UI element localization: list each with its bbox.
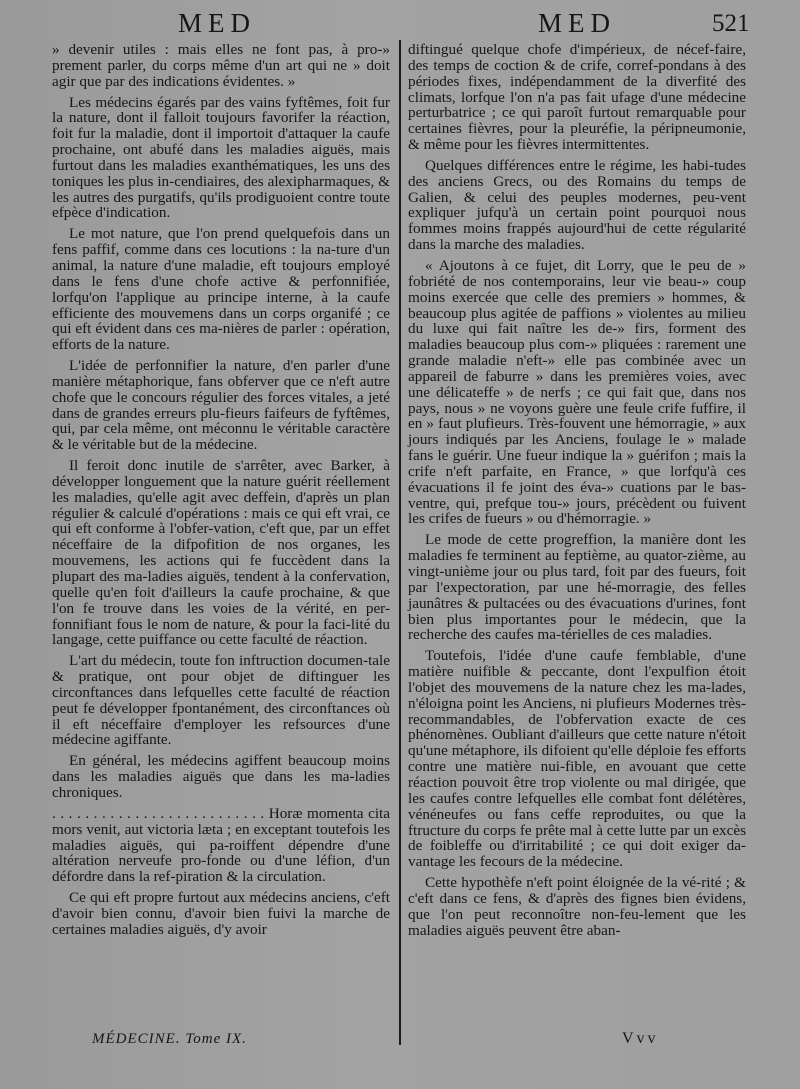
paragraph: L'art du médecin, toute fon inftruction documen-tale & pratique, ont pour objet de diftinguer les circonftances dans lefquelles cette faculté de réaction peut fe développer fpontanément, des circonftances où il eft néceffaire d'employer les refsources d'une médecine agiffante. [52,652,390,749]
running-head [0,6,800,42]
footer-signature: Vvv [622,1030,659,1047]
paragraph: Ce qui eft propre furtout aux médecins anciens, c'eft d'avoir bien connu, d'avoir bien fuivi la marche de certaines maladies aiguës, d'y avoir [52,889,390,938]
quotation-paragraph: « Ajoutons à ce fujet, dit Lorry, que le peu de » fobriété de nos contemporains, leur vie beau-» coup moins exercée que celle des premiers » hommes, & beaucoup plus agitée de paffions » violentes au milieu du luxe qui fait naître les de-» firs, forment des maladies beaucoup plus com-» pliquées : rarement une grande maladie n'eft-» elle pas combinée avec un appareil de faburre » dans les premières voies, avec une délicateffe » de nerfs ; ce qui fait que, dans nos pays, nous » ne voyons guère une feule crife fuffire, il en » faut plufieurs. Très-fouvent une hémorragie, » aux jours indiqués par les Anciens, foulage le » malade fans le guérir. Une fueur indique la » guérifon ; mais la crife n'eft parfaite, en France, » que lorfqu'à ces évacuations il fe joint des éva-» cuations par le bas-ventre, qui, prefque tou-» jours, précèdent ou fuivent les crifes de fueurs » ou d'hémorragie. » [408,256,746,528]
paragraph: Toutefois, l'idée d'une caufe femblable, d'une matière nuifible & peccante, dont l'expulfion étoit l'objet des mouvemens de la nature chez les ma-lades, n'éloigna point les Anciens, ni plufieurs Modernes très-recommandables, de l'obfervation exacte de ces phénomènes. Oubliant d'ailleurs que cette nature n'étoit qu'une métaphore, ils difoient qu'elle déploie fes efforts contre une matière nui-fible, en avouant que cette réaction pouvoit être trop violente ou mal dirigée, que les caufes contre lefquelles elle combat font délétères, vénéneufes ou fans ceffe reproduites, ou que la ftructure du corps fe prête mal à cette lutte par un excès de foibleffe ou d'irritabilité ; ce qui doit exiger da-vantage les fecours de la médecine. [408,647,746,871]
paragraph: Les médecins égarés par des vains fyftêmes, foit fur la nature, dont il falloit toujours favorifer la réaction, foit fur la maladie, dont il importoit d'attaquer la caufe prochaine, ont abufé dans les maladies aiguës, mais furtout dans les maladies exanthématiques, les uns des toniques les plus in-cendiaires, des alexipharmaques, & les autres des purgatifs, qu'ils prodiguoient contre toute efpèce d'indication. [52,93,390,222]
left-column [52,42,390,943]
paragraph: . . . . . . . . . . . . . . . . . . . . . . . . . . Horæ momenta cita mors venit, aut victoria læta ; en exceptant toutefois les maladies aiguës, qui pa-roiffent dépendre d'une altération nerveufe pro-fonde ou d'une léfion, d'un défordre dans la ref-piration & la circulation. [52,804,390,886]
paragraph: Il feroit donc inutile de s'arrêter, avec Barker, à développer longuement que la nature guérit réellement les maladies, qu'elle agit avec deffein, d'après un plan régulier & calculé d'opérations : mais ce qui eft vrai, ce qui eft conforme à l'obfer-vation, c'eft que, par un effet néceffaire de la difpofition de nos organes, les mouvemens, les actions qui fe fuccèdent dans la plupart des ma-ladies aiguës, tendent à la confervation, quelle qu'en foit d'ailleurs la caufe prochaine, & que l'on fe trouve dans les voies de la vérité, en per-fonnifiant fous le nom de nature, & pour la faci-lité du langage, cette puiffance ou cette faculté de réaction. [52,457,390,649]
paragraph: L'idée de perfonnifier la nature, d'en parler d'une manière métaphorique, fans obferver que ce n'eft autre chofe que le concours régulier des forces vitales, a jeté dans de grandes erreurs plu-fieurs faifeurs de fyftêmes, qui, par cela même, ont méconnu le véritable caractère & le véritable but de la médecine. [52,357,390,454]
paragraph: » devenir utiles : mais elles ne font pas, à pro-» prement parler, du corps même d'un art qui ne » doit agir que par des indications évidentes. » [52,41,390,90]
paragraph: diftingué quelque chofe d'impérieux, de nécef-faire, des temps de coction & de crife, corref-pondans à des périodes fixes, indépendamment de la diverfité des climats, lorfque l'on n'a pas fait ufage d'une médecine perturbatrice ; ce qui paroît furtout remarquable pour certaines fièvres, pour la pleuréfie, la péripneumonie, & même pour les fièvres intermittentes. [408,41,746,154]
paragraph: Le mot nature, que l'on prend quelquefois dans un fens paffif, comme dans ces locutions : la na-ture d'un animal, la nature d'une maladie, eft toujours employé dans le fens d'une chofe active & perfonnifiée, lorfqu'on l'applique au principe interne, à la caufe efficiente des mouvemens dans un corps organifé ; ce qui eft évident dans ces ma-nières de parler : opération, efforts de la nature. [52,225,390,354]
page-number: 521 [712,10,750,37]
footer-volume: MÉDECINE. Tome IX. [92,1031,247,1047]
column-divider [399,40,401,1045]
paragraph: Cette hypothèfe n'eft point éloignée de la vé-rité ; & c'eft dans ce fens, & d'après des fignes bien évidens, que l'on peut reconnoître non-feu-lement que les maladies aiguës peuvent être aban- [408,874,746,939]
paragraph: Quelques différences entre le régime, les habi-tudes des anciens Grecs, ou des Romains du temps de Galien, & celui des peuples modernes, peu-vent expliquer jufqu'à un certain point pourquoi nous fommes moins frappés aujourd'hui de cette régularité dans la marche des maladies. [408,156,746,254]
paragraph: En général, les médecins agiffent beaucoup moins dans les maladies aiguës que dans les ma-ladies chroniques. [52,752,390,801]
paragraph: Le mode de cette progreffion, la manière dont les maladies fe terminent au feptième, au quator-zième, au vingt-unième jour ou plus tard, foit par des fueurs, foit par l'expectoration, par une hé-morragie, des felles jaunâtres & pultacées ou des évacuations d'urines, font bien plus importantes pour le médecin, que la recherche des caufes ma-térielles de ces maladies. [408,531,746,644]
running-head-right: MED [538,8,616,38]
running-head-left: MED [178,8,256,38]
right-column [408,42,746,943]
